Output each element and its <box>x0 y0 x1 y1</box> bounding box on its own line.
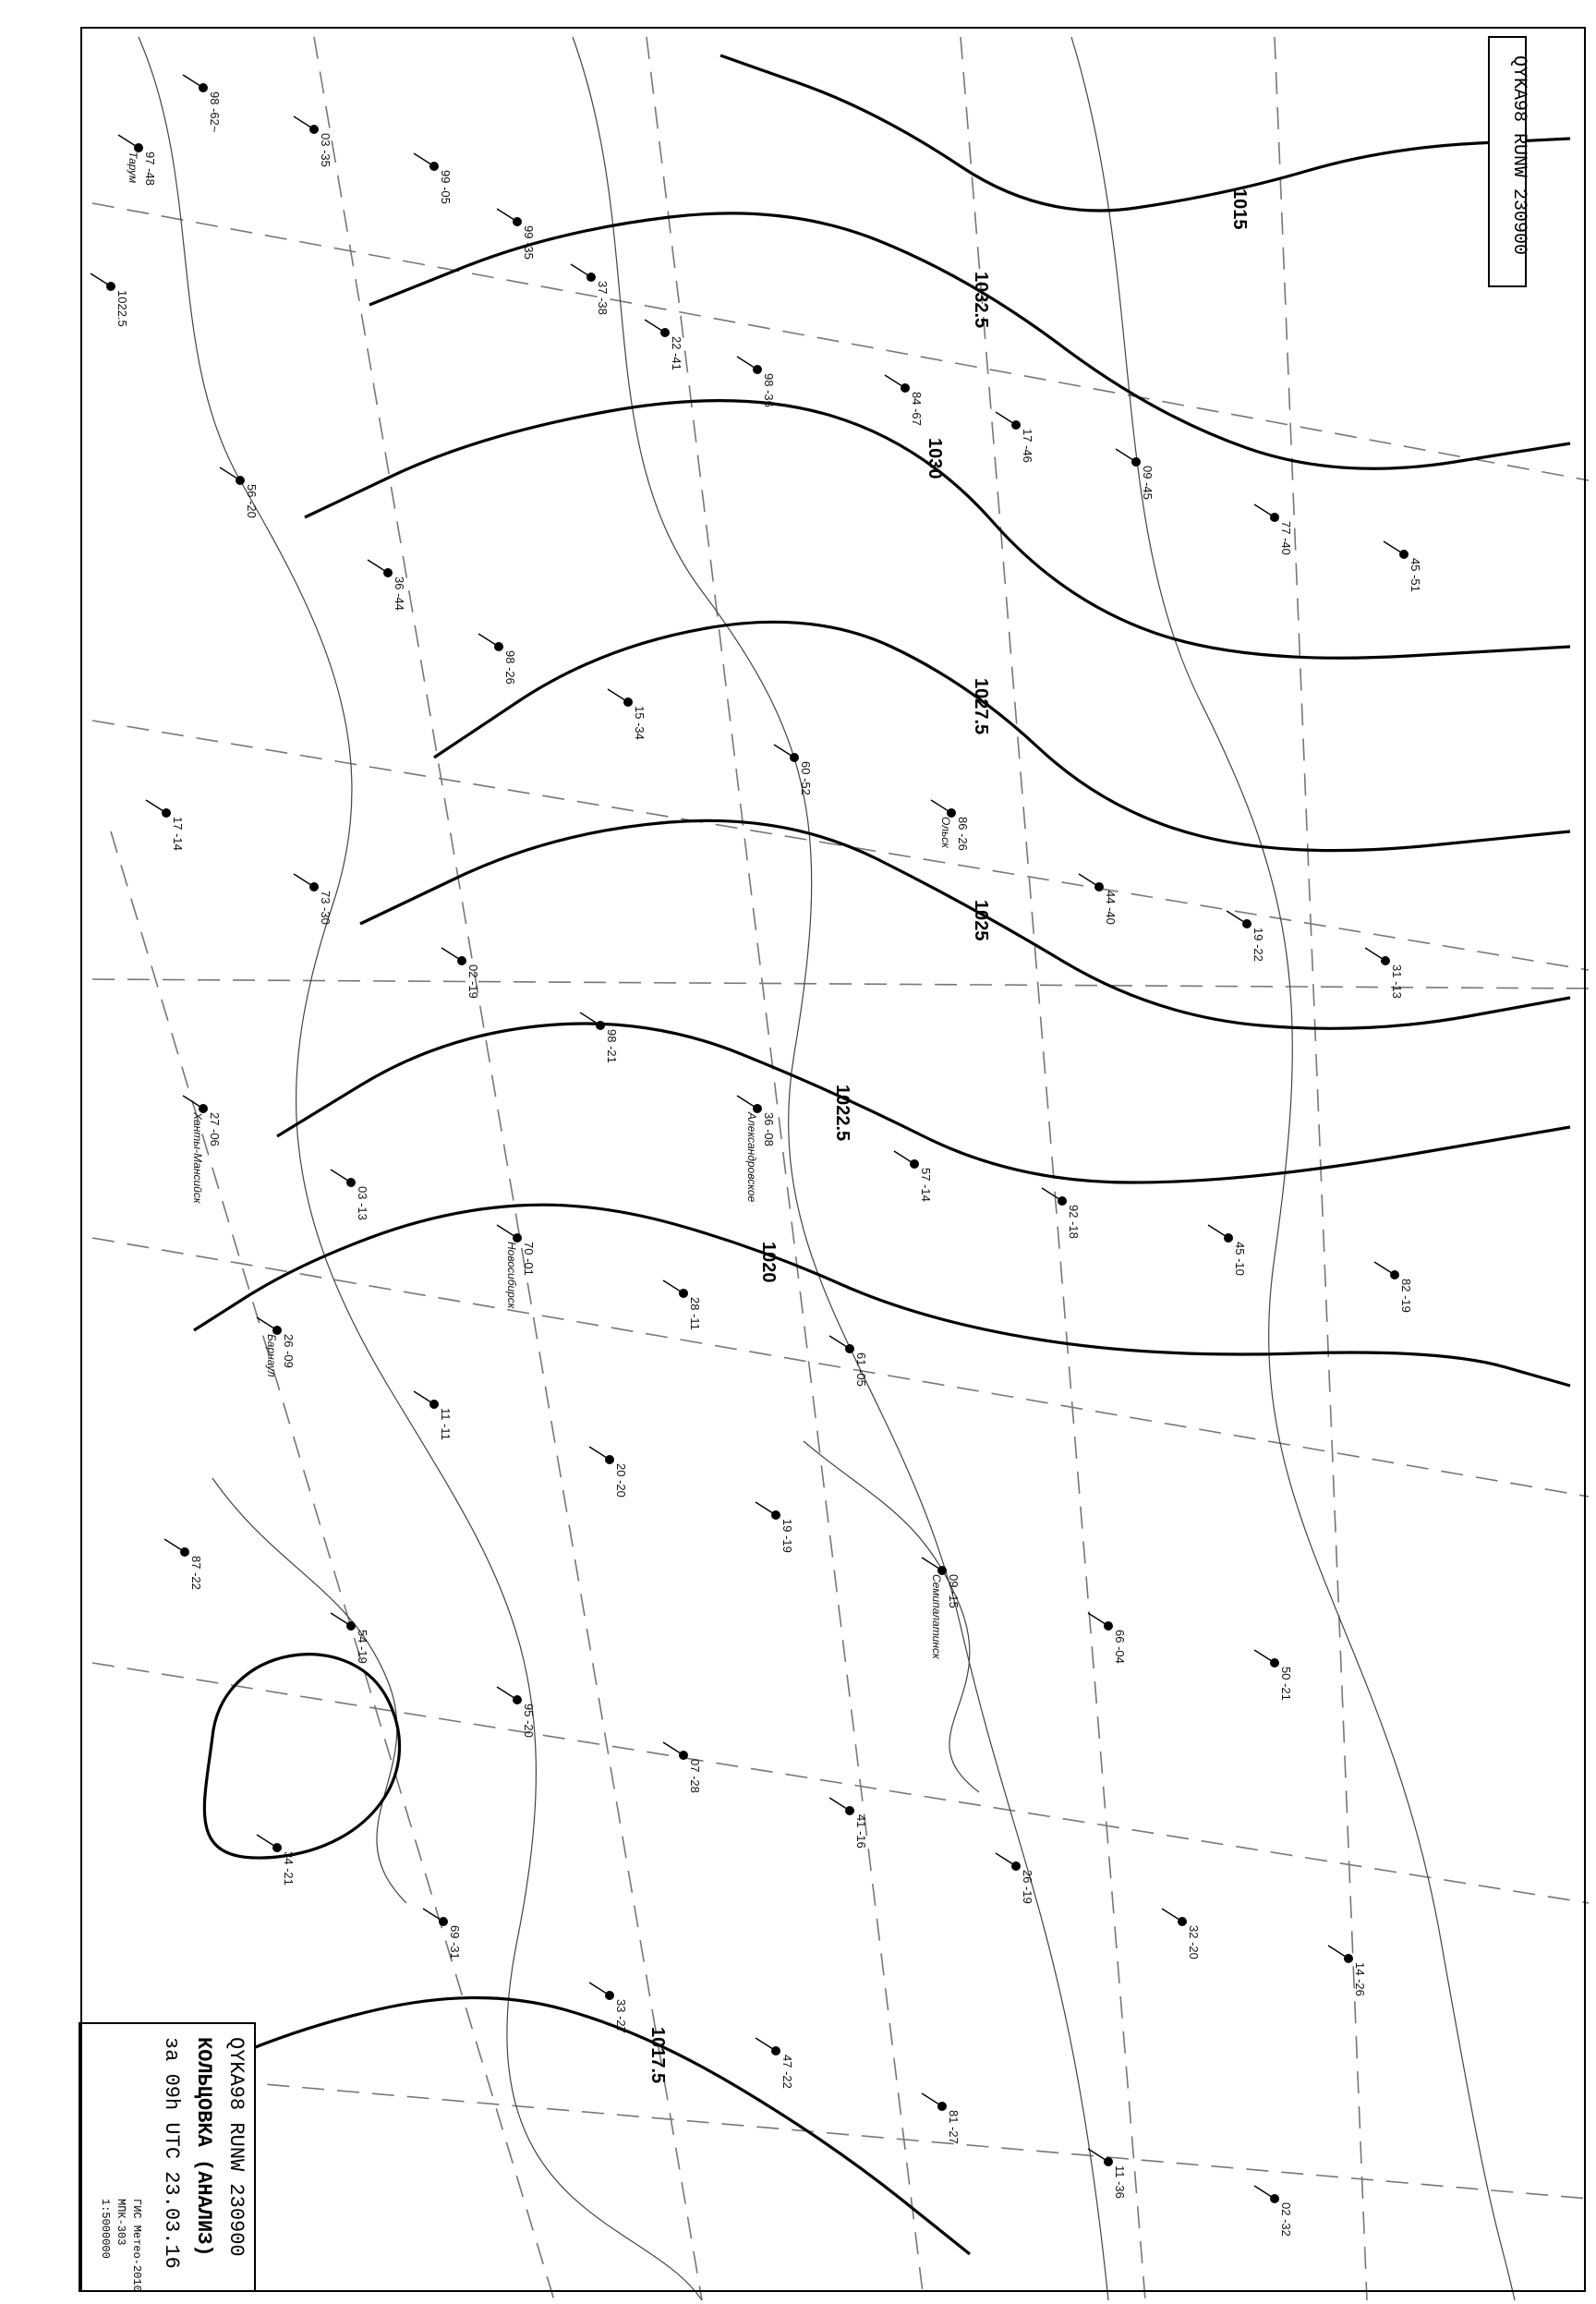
station-value: 77 -40 <box>1279 521 1293 555</box>
station-value: 15 -34 <box>633 706 647 740</box>
station-value: 95 -20 <box>522 1704 536 1738</box>
title-block <box>79 2023 255 2292</box>
station-value: 54 -19 <box>356 1630 369 1664</box>
station-value: 86 -26 <box>956 817 970 851</box>
station-value: 19 -22 <box>1251 928 1265 962</box>
station-value: 09 -15 <box>947 1574 961 1608</box>
station-value: 11 -11 <box>439 1408 453 1440</box>
station-value: 28 -11 <box>688 1297 702 1330</box>
station-value: 36 -44 <box>393 576 406 611</box>
station-value: 61 -05 <box>854 1352 868 1387</box>
map-subtitle: КОЛЬЦОВКА (АНАЛИЗ) <box>192 2037 215 2257</box>
isobar-label: 1015 <box>1229 188 1250 230</box>
station-value: 92 -18 <box>1067 1205 1081 1239</box>
isobar-label: 1020 <box>758 1242 779 1283</box>
station-value: 17 -14 <box>171 817 185 851</box>
station-value: 66 -04 <box>1113 1630 1127 1664</box>
station-value: 14 -26 <box>1353 1962 1367 1996</box>
map-datetime: за 09h UTC 23.03.16 <box>160 2037 183 2269</box>
station-value: 26 -19 <box>1021 1870 1034 1904</box>
station-value: 34 -21 <box>282 1851 296 1886</box>
station-value: 1022.5 <box>115 290 129 327</box>
station-value: 98 -26 <box>503 650 517 685</box>
isobar-label: 1022.5 <box>832 1085 852 1142</box>
station-value: 99 -35 <box>522 225 536 260</box>
station-value: 22 -41 <box>670 336 683 370</box>
map-scale: 1:5000000 <box>99 2199 112 2259</box>
station-value: 60 -52 <box>799 761 813 795</box>
station-name: Новосибирск <box>505 1242 518 1309</box>
station-value: 19 -19 <box>780 1519 794 1553</box>
station-value: 87 -22 <box>189 1556 203 1590</box>
station-value: 09 -45 <box>1141 466 1155 500</box>
station-value: 97 -48 <box>143 152 157 186</box>
station-value: 56 -20 <box>245 484 259 518</box>
station-name: Александровское <box>745 1112 758 1203</box>
corner-code: QYKA98 RUNW 230900 <box>1508 55 1530 256</box>
station-value: 81 -27 <box>947 2110 961 2144</box>
map-code: QYKA98 RUNW 230900 <box>224 2037 248 2257</box>
station-value: 70 -01 <box>522 1242 536 1276</box>
station-value: 50 -21 <box>1279 1667 1293 1701</box>
station-value: 98 -62~ <box>208 91 222 133</box>
station-value: 20 -20 <box>614 1463 628 1498</box>
station-value: 27 -06 <box>208 1112 222 1146</box>
isobar-label: 1030 <box>925 438 945 479</box>
station-value: 03 -13 <box>356 1186 369 1220</box>
station-value: 73 -30 <box>319 891 332 925</box>
station-value: 26 -09 <box>282 1334 296 1368</box>
station-value: 57 -14 <box>919 1168 933 1202</box>
station-value: 32 -20 <box>1187 1925 1201 1959</box>
corner-code-box <box>1489 37 1530 286</box>
station-value: 45 -10 <box>1233 1242 1247 1276</box>
isobar-label: 1017.5 <box>647 2027 668 2084</box>
station-value: 84 -67 <box>910 392 924 426</box>
station-value: 98 -36 <box>762 373 776 407</box>
station-value: 69 -31 <box>448 1925 462 1959</box>
station-value: 47 -22 <box>780 2055 794 2089</box>
map-projection: МПК-303 <box>115 2199 127 2246</box>
station-value: 82 -19 <box>1399 1279 1413 1313</box>
station-value: 31 -13 <box>1390 964 1404 999</box>
station-name: Ханты-Мансийск <box>191 1112 204 1204</box>
station-value: 03 -35 <box>319 133 332 167</box>
station-value: 11 -36 <box>1113 2165 1127 2199</box>
station-value: 17 -46 <box>1021 429 1034 463</box>
station-name: Тарум <box>127 152 139 184</box>
station-value: 36 -08 <box>762 1112 776 1146</box>
station-value: 37 -38 <box>596 281 610 315</box>
station-value: 33 -27 <box>614 1999 628 2033</box>
station-value: 99 -05 <box>439 170 453 204</box>
station-value: 98 -21 <box>605 1029 619 1063</box>
station-value: 07 -28 <box>688 1759 702 1793</box>
isobar-label: 1032.5 <box>971 272 991 329</box>
station-value: 44 -40 <box>1104 891 1118 925</box>
station-name: Барнаул <box>265 1334 278 1377</box>
station-value: 02 -32 <box>1279 2202 1293 2237</box>
station-value: 45 -51 <box>1409 558 1422 592</box>
isobar-label: 1027.5 <box>971 678 991 735</box>
station-name: Семипалатинск <box>930 1574 943 1659</box>
station-name: Ольск <box>939 817 952 848</box>
station-value: 41 -16 <box>854 1814 868 1849</box>
isobar-label: 1025 <box>971 900 991 941</box>
map-software: ГИС Метео-2010 <box>130 2199 143 2292</box>
station-value: 02 -19 <box>466 964 480 999</box>
